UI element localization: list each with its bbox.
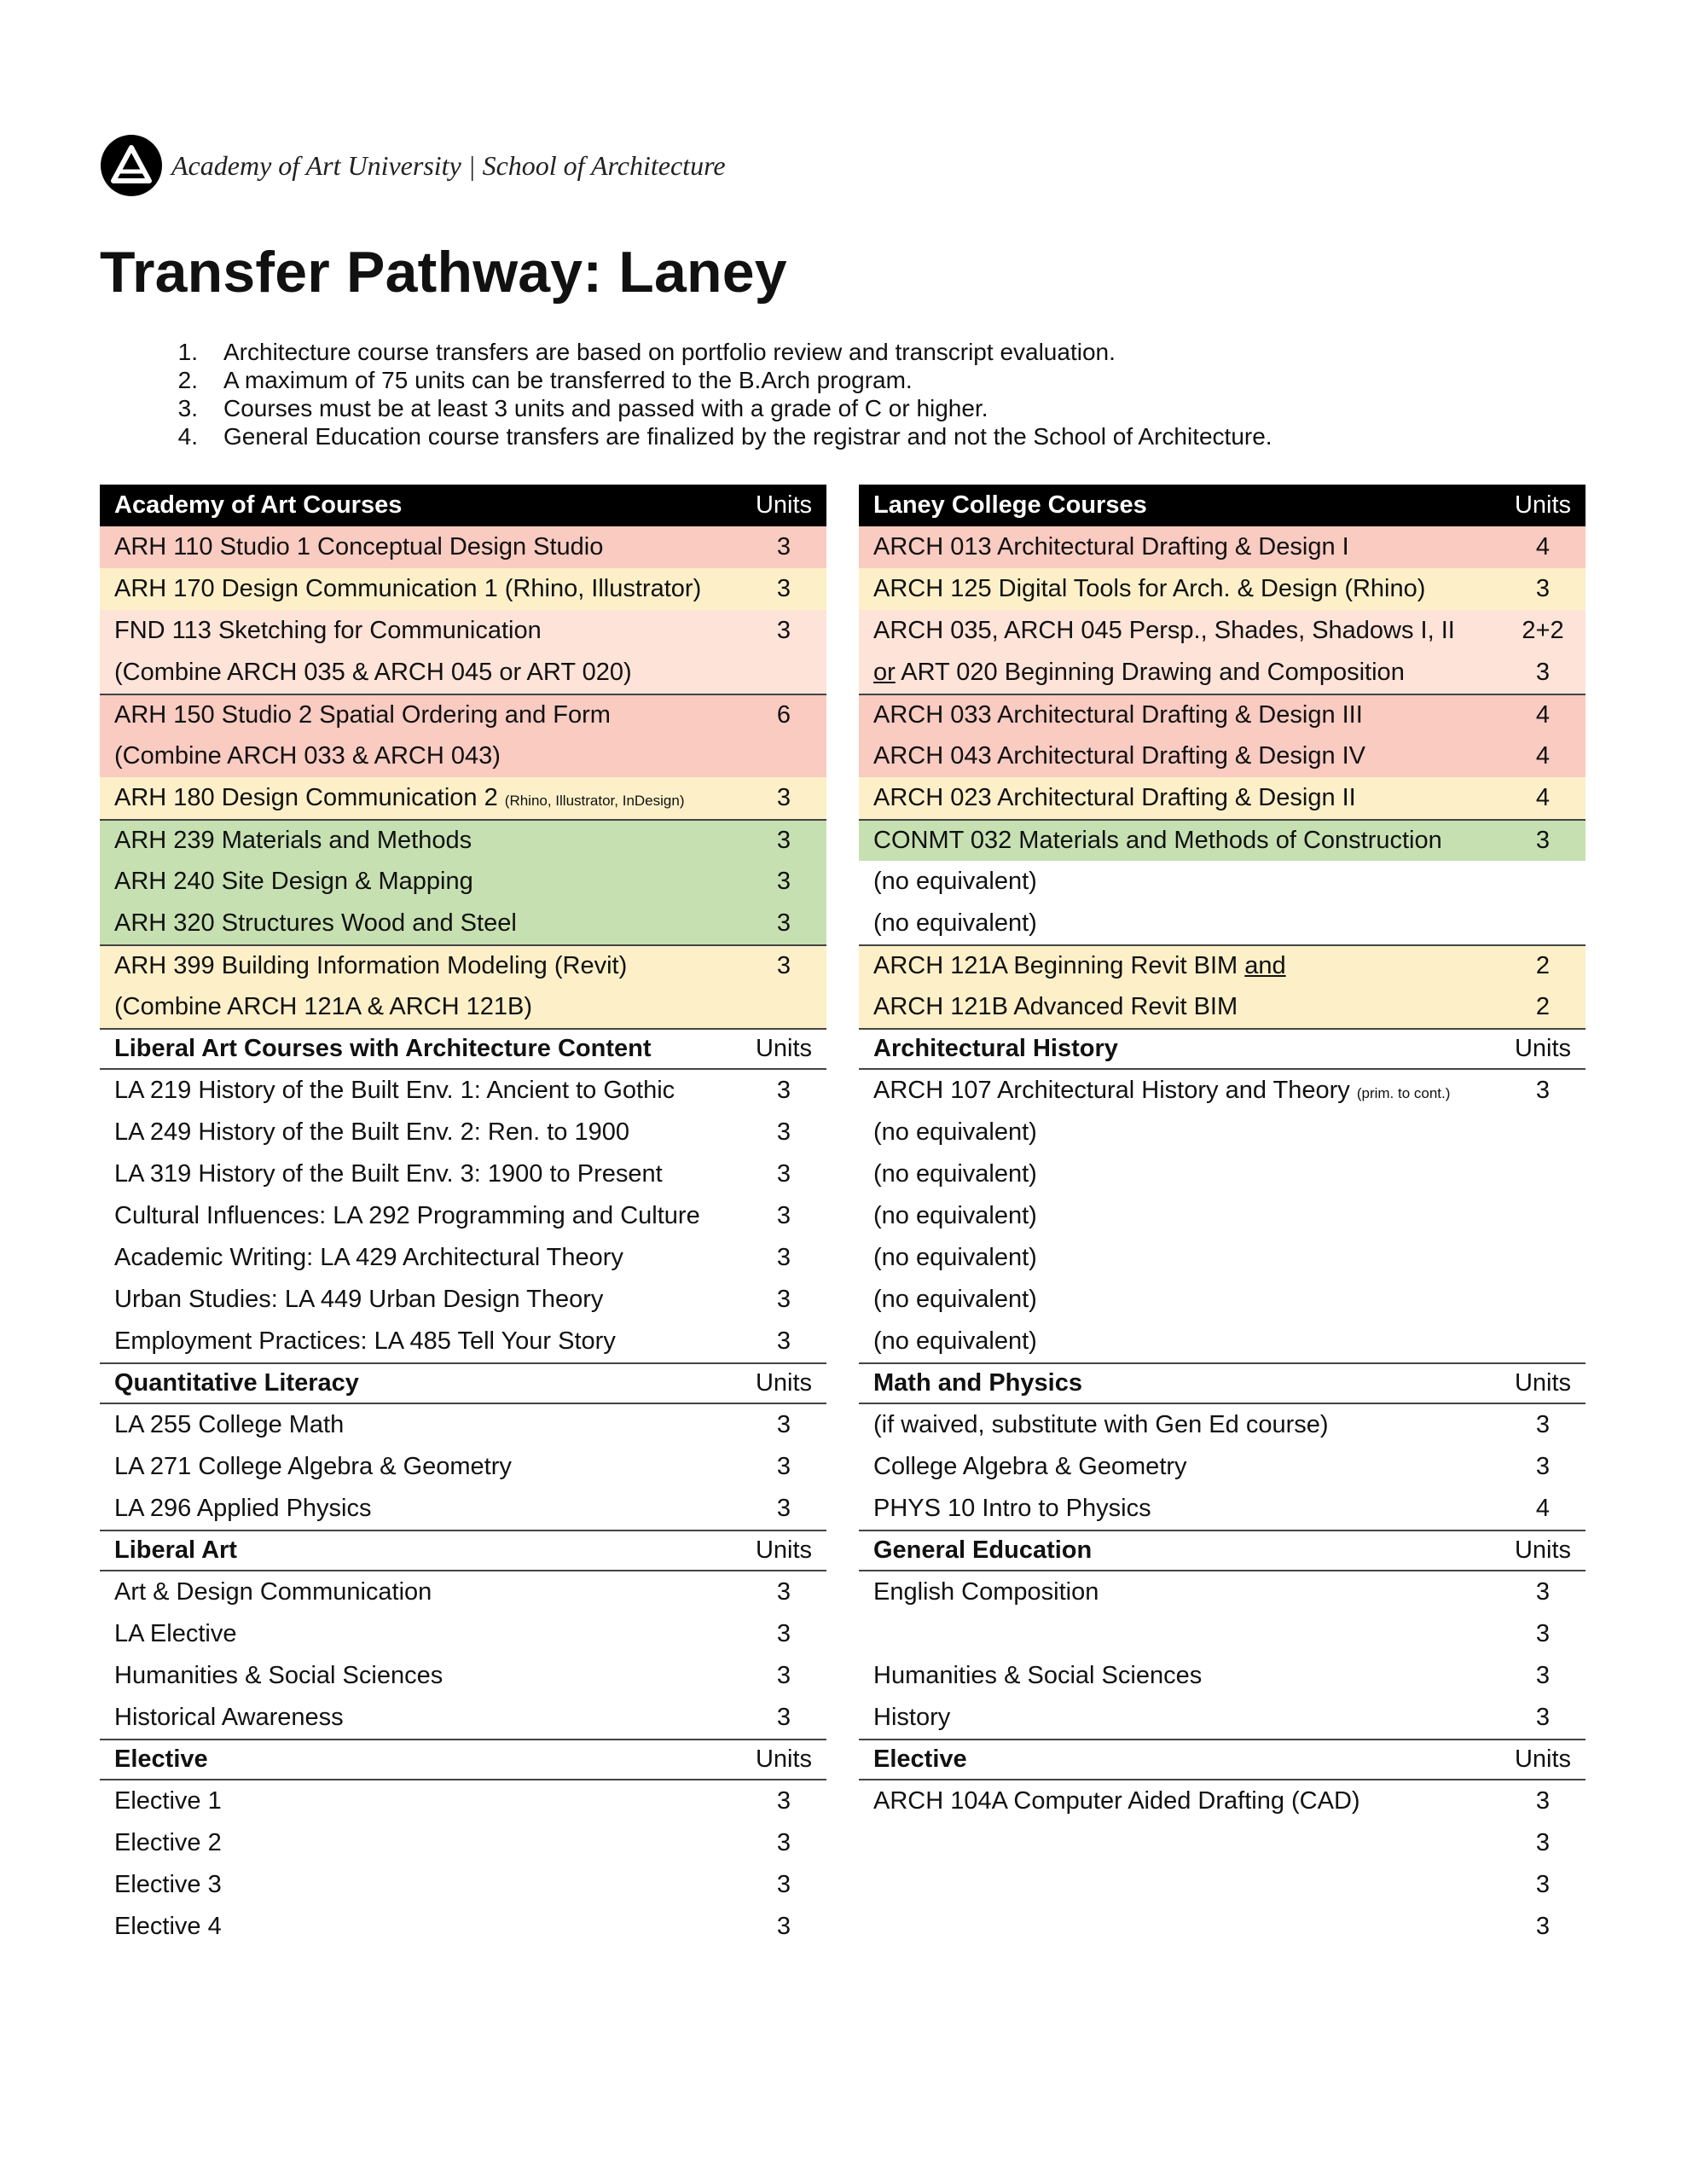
table-row: ARCH 104A Computer Aided Drafting (CAD) 3	[873, 1787, 1551, 1815]
table-row: ARCH 121B Advanced Revit BIM 2	[859, 986, 1586, 1028]
table-row: History 3	[873, 1704, 1551, 1731]
table-row: ARH 320 Structures Wood and Steel 3	[100, 903, 826, 944]
table-row: Academic Writing: LA 429 Architectural Theory 3	[114, 1244, 791, 1271]
table-row: Cultural Influences: LA 292 Programming and Culture 3	[114, 1202, 791, 1229]
table-row: College Algebra & Geometry 3	[873, 1453, 1551, 1480]
section-header: Elective Units	[859, 1739, 1586, 1780]
table-row: (no equivalent)	[873, 1244, 1037, 1271]
laney-courses-table	[859, 485, 1586, 1948]
table-row: LA 219 History of the Built Env. 1: Ancient to Gothic 3	[114, 1077, 791, 1104]
table-row: (no equivalent)	[873, 1327, 1037, 1355]
academy-courses-table	[100, 485, 826, 1948]
note-item: 1. Architecture course transfers are based on portfolio review and transcript evaluation.	[177, 339, 1116, 365]
table-row: FND 113 Sketching for Communication 3	[100, 610, 826, 652]
table-row: (Combine ARCH 033 & ARCH 043)	[100, 735, 826, 777]
table-row: Art & Design Communication 3	[114, 1578, 791, 1606]
table-row: ARCH 107 Architectural History and Theory (prim. to cont.) 3	[873, 1077, 1551, 1104]
table-row: Humanities & Social Sciences 3	[114, 1662, 791, 1689]
table-row: Elective 3 3	[114, 1871, 791, 1898]
table-row: 3	[1535, 1829, 1551, 1856]
academy-logo-icon	[100, 134, 163, 197]
table-row: Elective 4 3	[114, 1913, 791, 1940]
table-row: 3	[1535, 1913, 1551, 1940]
table-row: Urban Studies: LA 449 Urban Design Theory 3	[114, 1286, 791, 1313]
institution-name: Academy of Art University | School of Architecture	[171, 149, 726, 181]
table-header: Academy of Art Courses Units	[100, 485, 826, 526]
table-row: Employment Practices: LA 485 Tell Your Story 3	[114, 1327, 791, 1355]
table-row: LA 271 College Algebra & Geometry 3	[114, 1453, 791, 1480]
table-row: ARH 239 Materials and Methods 3	[100, 819, 826, 861]
table-row: (no equivalent)	[873, 909, 1037, 937]
section-header: Liberal Art Units	[100, 1530, 826, 1571]
table-row: ARH 399 Building Information Modeling (Revit) 3	[100, 944, 826, 986]
table-row: ARCH 033 Architectural Drafting & Design III 4	[859, 694, 1586, 735]
table-row: ARH 240 Site Design & Mapping 3	[100, 861, 826, 903]
table-row: ARCH 043 Architectural Drafting & Design IV 4	[859, 735, 1586, 777]
table-row: ARCH 121A Beginning Revit BIM and 2	[859, 944, 1586, 986]
table-row: (no equivalent)	[873, 1202, 1037, 1229]
table-row: 3	[1535, 1620, 1551, 1647]
table-row: LA Elective 3	[114, 1620, 791, 1647]
table-row: LA 296 Applied Physics 3	[114, 1495, 791, 1522]
document-header	[100, 134, 726, 197]
section-header: General Education Units	[859, 1530, 1586, 1571]
section-header: Math and Physics Units	[859, 1362, 1586, 1404]
section-header: Liberal Art Courses with Architecture Content Units	[100, 1028, 826, 1070]
table-row: ARH 150 Studio 2 Spatial Ordering and Form 6	[100, 694, 826, 735]
table-row: LA 249 History of the Built Env. 2: Ren. to 1900 3	[114, 1118, 791, 1146]
table-row: (no equivalent)	[873, 1286, 1037, 1313]
table-header: Laney College Courses Units	[859, 485, 1586, 526]
table-row: (if waived, substitute with Gen Ed course) 3	[873, 1411, 1551, 1438]
table-row: Historical Awareness 3	[114, 1704, 791, 1731]
notes-list	[145, 338, 1272, 450]
table-row: Elective 1 3	[114, 1787, 791, 1815]
table-row: LA 319 History of the Built Env. 3: 1900 to Present 3	[114, 1160, 791, 1188]
table-row: (no equivalent)	[873, 1118, 1037, 1146]
section-header: Architectural History Units	[859, 1028, 1586, 1070]
table-row: ARCH 023 Architectural Drafting & Design II 4	[859, 777, 1586, 819]
page-title: Transfer Pathway: Laney	[100, 240, 787, 305]
note-item: 3. Courses must be at least 3 units and passed with a grade of C or higher.	[177, 395, 988, 421]
table-row: CONMT 032 Materials and Methods of Construction 3	[859, 819, 1586, 861]
table-row: English Composition 3	[873, 1578, 1551, 1606]
table-row: or ART 020 Beginning Drawing and Composition 3	[859, 652, 1586, 694]
table-row: 3	[1535, 1871, 1551, 1898]
table-row: PHYS 10 Intro to Physics 4	[873, 1495, 1551, 1522]
table-row: ARH 110 Studio 1 Conceptual Design Studio 3	[100, 526, 826, 568]
note-item: 2. A maximum of 75 units can be transferred to the B.Arch program.	[177, 367, 913, 393]
table-row: Humanities & Social Sciences 3	[873, 1662, 1551, 1689]
note-item: 4. General Education course transfers are finalized by the registrar and not the School of Architecture.	[177, 423, 1272, 450]
table-row: ARCH 013 Architectural Drafting & Design I 4	[859, 526, 1586, 568]
table-row: ARH 170 Design Communication 1 (Rhino, Illustrator) 3	[100, 568, 826, 610]
table-row: Elective 2 3	[114, 1829, 791, 1856]
table-row: (no equivalent)	[873, 1160, 1037, 1188]
table-row: LA 255 College Math 3	[114, 1411, 791, 1438]
table-row: (Combine ARCH 121A & ARCH 121B)	[100, 986, 826, 1028]
table-row: ARCH 035, ARCH 045 Persp., Shades, Shadows I, II 2+2	[859, 610, 1586, 652]
table-row: (Combine ARCH 035 & ARCH 045 or ART 020)	[100, 652, 826, 694]
section-header: Quantitative Literacy Units	[100, 1362, 826, 1404]
table-row: ARCH 125 Digital Tools for Arch. & Design (Rhino) 3	[859, 568, 1586, 610]
section-header: Elective Units	[100, 1739, 826, 1780]
table-row: ARH 180 Design Communication 2 (Rhino, Illustrator, InDesign) 3	[100, 777, 826, 819]
table-row: (no equivalent)	[873, 868, 1037, 895]
